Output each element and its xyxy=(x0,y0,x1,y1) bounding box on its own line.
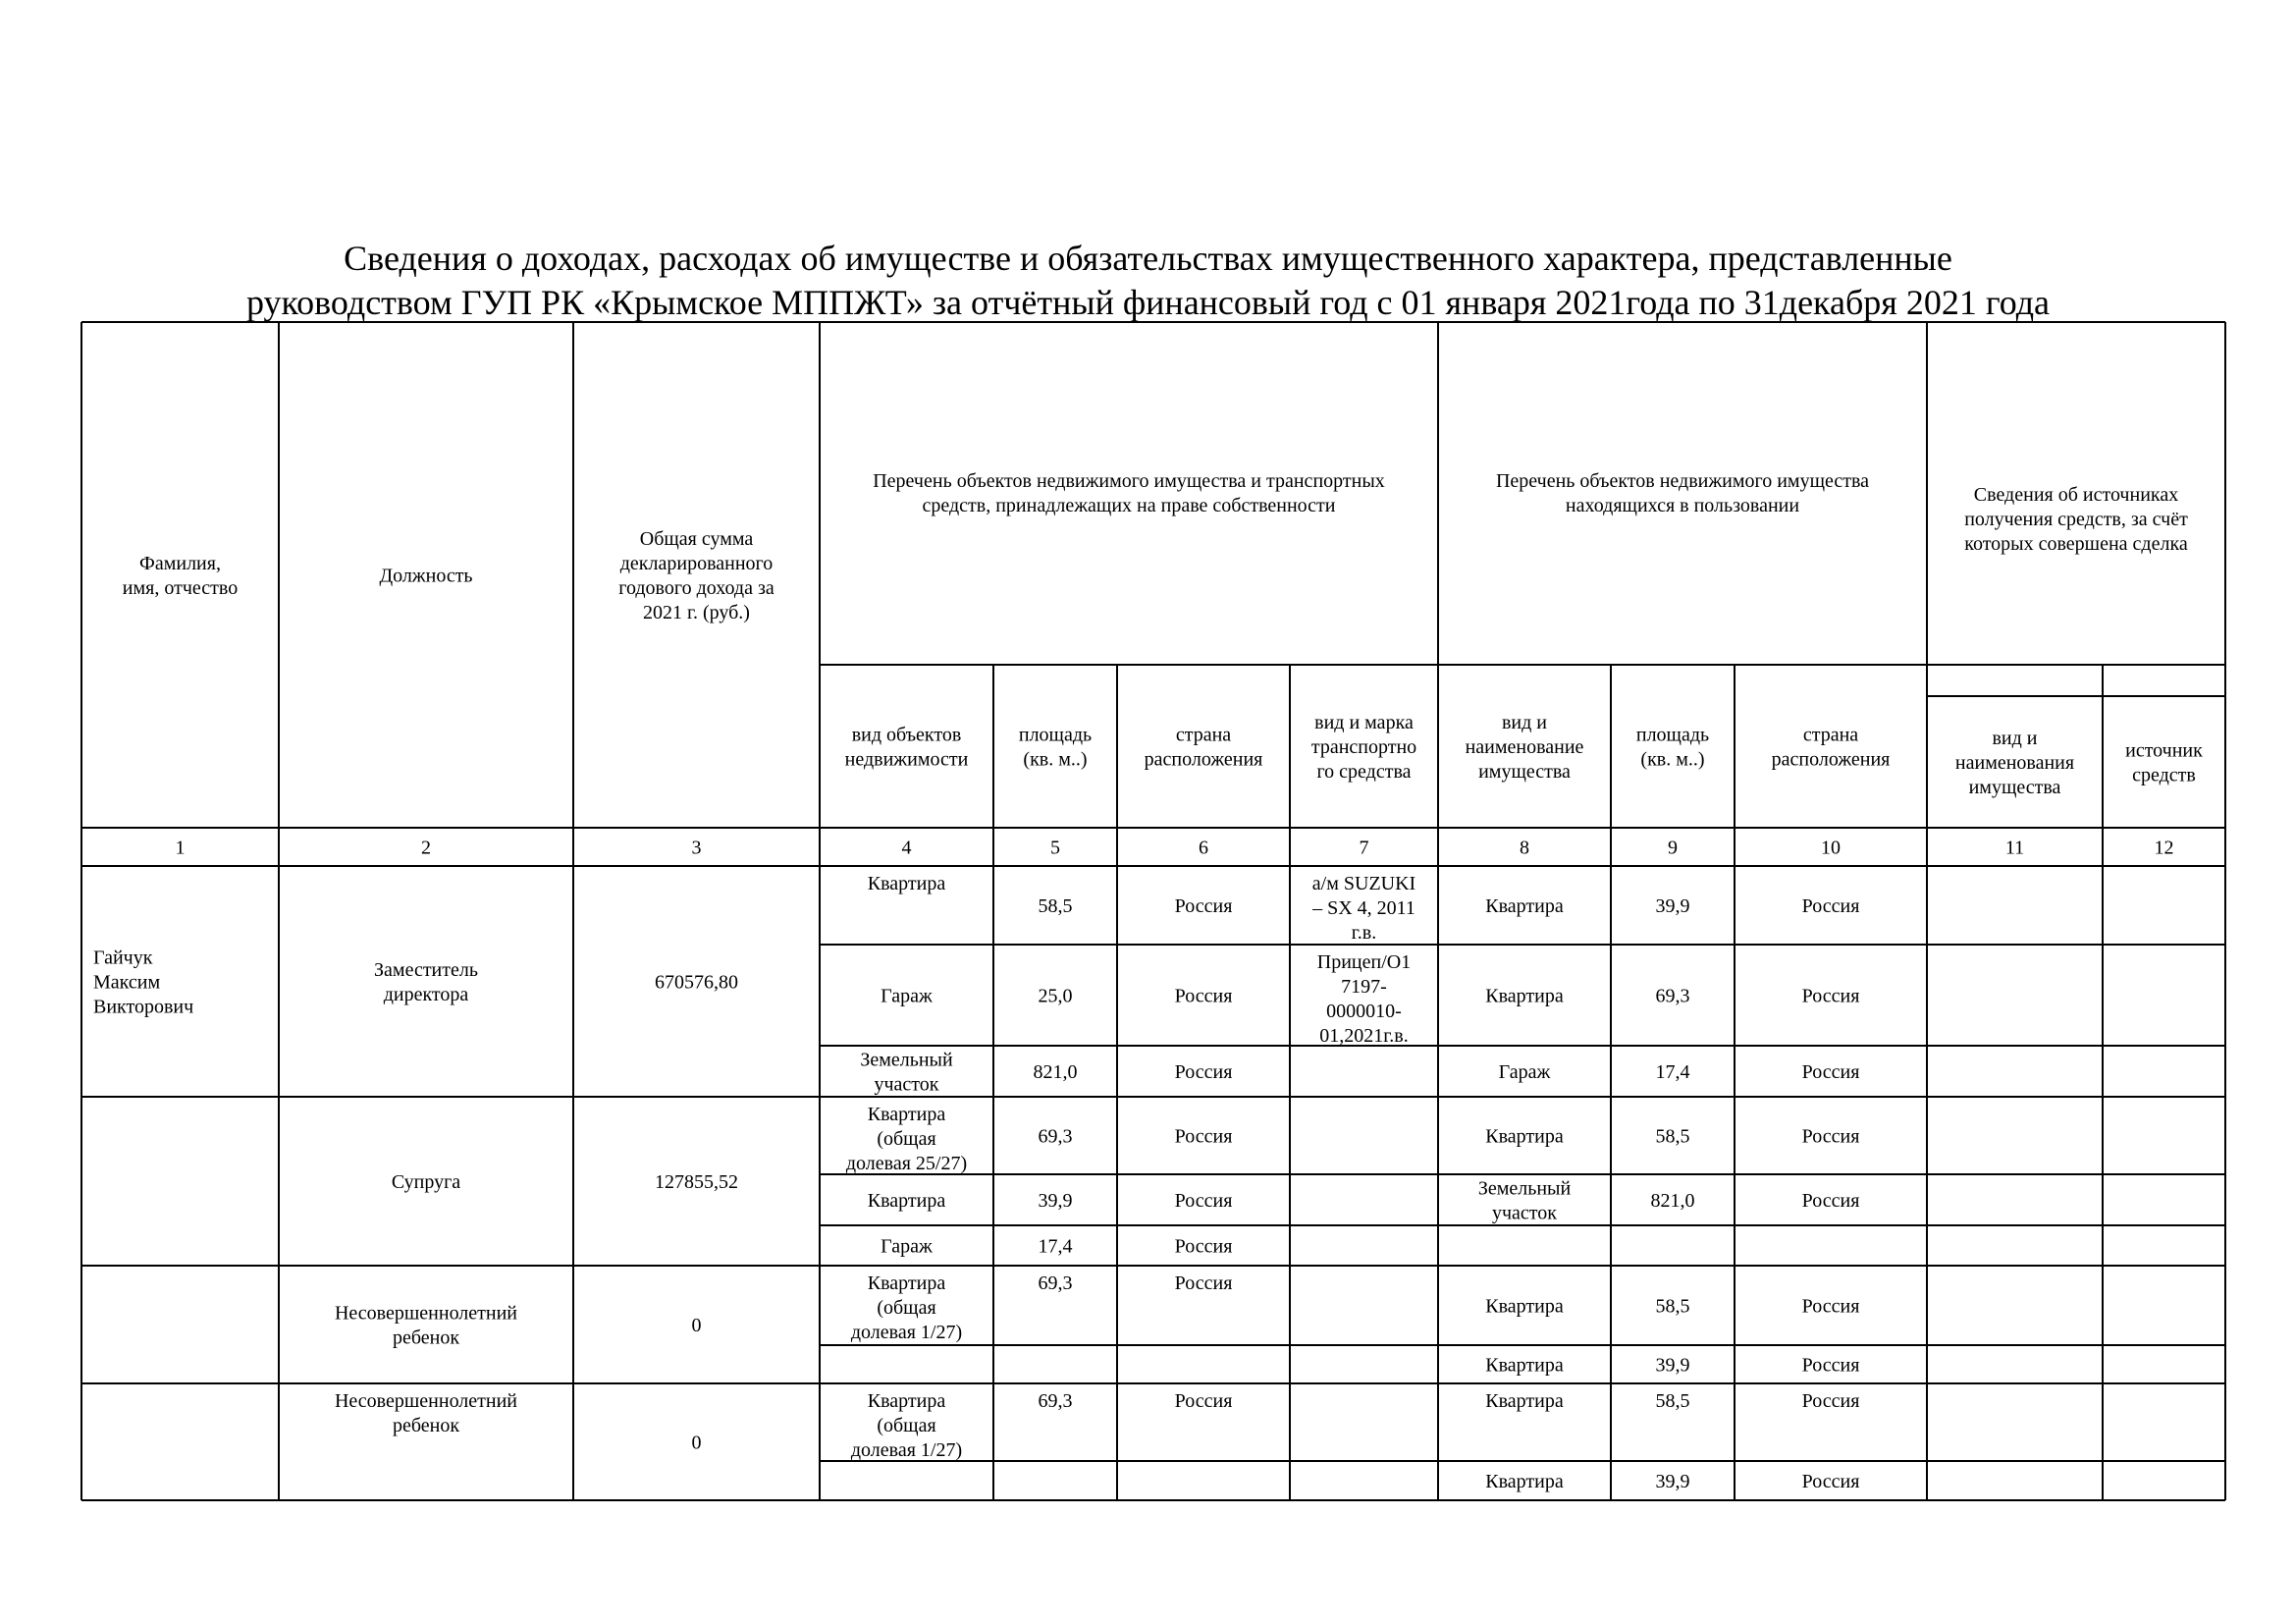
column-number: 7 xyxy=(1359,837,1369,859)
header-used-type: вид и наименование имущества xyxy=(1465,712,1584,783)
owned-country: Россия xyxy=(1174,985,1233,1007)
owned-country: Россия xyxy=(1174,1190,1233,1212)
used-country: Россия xyxy=(1801,895,1860,917)
used-country: Россия xyxy=(1801,1471,1860,1492)
used-area: 58,5 xyxy=(1655,1295,1690,1318)
used-area: 39,9 xyxy=(1655,895,1690,917)
used-country: Россия xyxy=(1801,1125,1860,1148)
owned-type: Квартира (общая долевая 25/27) xyxy=(845,1104,968,1174)
person-income: 0 xyxy=(691,1315,702,1336)
used-type: Квартира xyxy=(1485,1295,1564,1318)
owned-type: Гараж xyxy=(881,985,933,1007)
owned-country: Россия xyxy=(1174,895,1233,917)
owned-country: Россия xyxy=(1174,1390,1233,1412)
column-number: 1 xyxy=(175,837,186,859)
owned-type: Квартира xyxy=(867,873,946,894)
owned-country: Россия xyxy=(1174,1235,1233,1258)
column-number: 8 xyxy=(1520,837,1529,859)
column-number: 2 xyxy=(421,837,431,859)
header-src-type: вид и наименования имущества xyxy=(1954,728,2075,798)
used-country: Россия xyxy=(1801,1354,1860,1377)
header-used-group: Перечень объектов недвижимого имущества находящихся в пользовании xyxy=(1495,470,1870,516)
owned-country: Россия xyxy=(1174,1272,1233,1294)
vehicle: а/м SUZUKI – SX 4, 2011 г.в. xyxy=(1311,873,1416,944)
person-position: Заместитель директора xyxy=(374,959,478,1005)
used-area: 58,5 xyxy=(1655,1125,1690,1148)
header-sources-group: Сведения об источниках получения средств, за счёт которых совершена сделка xyxy=(1964,484,2188,555)
owned-type: Квартира (общая долевая 1/27) xyxy=(850,1390,963,1461)
document-title-line-1: Сведения о доходах, расходах об имуществе и обязательствах имущественного характера, представленные xyxy=(344,239,1952,278)
used-area: 69,3 xyxy=(1655,985,1690,1007)
person-position: Несовершеннолетний ребенок xyxy=(334,1390,518,1436)
header-position: Должность xyxy=(379,565,473,587)
column-number: 6 xyxy=(1199,837,1208,859)
used-country: Россия xyxy=(1801,1295,1860,1318)
used-area: 17,4 xyxy=(1655,1061,1690,1083)
column-number: 11 xyxy=(2004,837,2025,859)
owned-area: 69,3 xyxy=(1038,1390,1073,1412)
owned-area: 58,5 xyxy=(1038,895,1073,917)
column-number: 5 xyxy=(1050,837,1060,859)
owned-area: 39,9 xyxy=(1038,1190,1073,1212)
header-fio: Фамилия, имя, отчество xyxy=(122,553,239,599)
header-owned-country: страна расположения xyxy=(1144,724,1263,771)
used-area: 39,9 xyxy=(1655,1471,1690,1492)
header-owned-area: площадь (кв. м..) xyxy=(1018,724,1093,771)
column-number: 10 xyxy=(1821,837,1841,859)
header-used-area: площадь (кв. м..) xyxy=(1635,724,1710,771)
header-vehicle: вид и марка транспортно го средства xyxy=(1310,712,1417,783)
owned-type: Гараж xyxy=(881,1235,933,1258)
used-area: 39,9 xyxy=(1655,1354,1690,1377)
used-type: Квартира xyxy=(1485,985,1564,1007)
person-income: 0 xyxy=(691,1432,702,1454)
used-area: 821,0 xyxy=(1650,1190,1695,1212)
used-country: Россия xyxy=(1801,1190,1860,1212)
header-src-source: источник средств xyxy=(2125,739,2203,786)
column-number: 9 xyxy=(1668,837,1678,859)
person-position: Несовершеннолетний ребенок xyxy=(334,1302,518,1349)
used-type: Квартира xyxy=(1485,895,1564,917)
used-type: Земельный участок xyxy=(1477,1177,1572,1224)
used-country: Россия xyxy=(1801,1390,1860,1412)
used-type: Гараж xyxy=(1498,1061,1551,1083)
owned-type: Земельный участок xyxy=(860,1049,953,1096)
column-number: 3 xyxy=(691,837,702,859)
owned-area: 17,4 xyxy=(1038,1235,1073,1258)
person-income: 127855,52 xyxy=(655,1171,738,1193)
document-title-line-2: руководством ГУП РК «Крымское МППЖТ» за отчётный финансовый год с 01 января 2021года по 31декабря 2021 года xyxy=(245,283,2050,322)
owned-area: 821,0 xyxy=(1033,1061,1078,1083)
used-type: Квартира xyxy=(1485,1390,1564,1412)
person-position: Супруга xyxy=(391,1171,461,1193)
header-owned-type: вид объектов недвижимости xyxy=(844,724,969,771)
used-area: 58,5 xyxy=(1655,1390,1690,1412)
person-name: Гайчук Максим Викторович xyxy=(93,947,194,1018)
used-type: Квартира xyxy=(1485,1471,1564,1492)
table-cells xyxy=(93,470,2203,1492)
person-income: 670576,80 xyxy=(655,971,738,994)
header-owned-group: Перечень объектов недвижимого имущества и транспортных средств, принадлежащих на праве собственности xyxy=(873,470,1385,516)
owned-type: Квартира xyxy=(867,1190,946,1212)
column-number: 4 xyxy=(901,837,912,859)
used-country: Россия xyxy=(1801,1061,1860,1083)
vehicle: Прицеп/О1 7197-0000010-01,2021г.в. xyxy=(1316,951,1412,1047)
used-type: Квартира xyxy=(1485,1354,1564,1377)
header-income: Общая сумма декларированного годового дохода за 2021 г. (руб.) xyxy=(618,528,774,623)
owned-type: Квартира (общая долевая 1/27) xyxy=(850,1272,963,1343)
owned-country: Россия xyxy=(1174,1061,1233,1083)
header-used-country: страна расположения xyxy=(1771,724,1891,771)
owned-country: Россия xyxy=(1174,1125,1233,1148)
column-number: 12 xyxy=(2154,837,2174,859)
used-country: Россия xyxy=(1801,985,1860,1007)
used-type: Квартира xyxy=(1485,1125,1564,1148)
owned-area: 69,3 xyxy=(1038,1125,1073,1148)
owned-area: 25,0 xyxy=(1038,985,1073,1007)
owned-area: 69,3 xyxy=(1038,1272,1073,1294)
